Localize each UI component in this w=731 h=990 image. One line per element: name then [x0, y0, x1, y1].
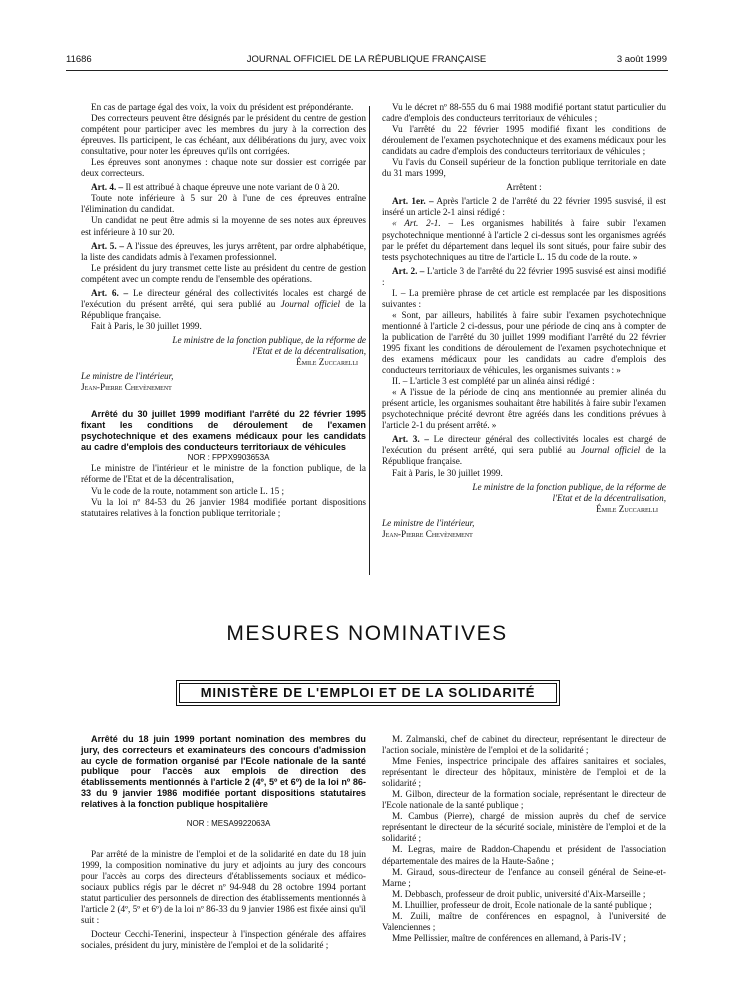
jury-member: Docteur Cecchi-Tenerini, inspecteur à l'inspection générale des affaires sociales, président du jury, ministère de l'emploi et de la solidarité ; [81, 928, 366, 950]
arrete-title: Arrêté du 30 juillet 1999 modifiant l'arrêté du 22 février 1995 fixant les conditions de déroulement de l'examen psychotechnique et des examens médicaux pour les candidats au cadre d'emplois des conducteurs territoriaux de véhicules [81, 409, 366, 452]
signature-role: Le ministre de l'intérieur, [382, 517, 475, 528]
signature-name: Émile Zuccarelli [596, 503, 658, 514]
paragraph: Par arrêté de la ministre de l'emploi et de la solidarité en date du 18 juin 1999, la composition nominative du jury et adjoints au jury des concours pour l'accès au corps des directeurs d'établissements sociaux et médico-sociaux publics régis par le décret nº 94-948 du 28 octobre 1994 portant statut particulier des personnels de direction des établissements mentionnés à l'article 2 (4º, 5º et 6º) de la loi nº 86-33 du 9 janvier 1986 est fixée ainsi qu'il suit : [81, 848, 366, 925]
nor-reference: NOR : MESA9922063A [186, 818, 271, 828]
article-1: Art. 1er. – Après l'article 2 de l'arrêté du 22 février 1995 susvisé, il est inséré un article 2-1 ainsi rédigé : [382, 196, 666, 218]
paragraph: Vu l'avis du Conseil supérieur de la fonction publique territoriale en date du 31 mars 1999, [382, 157, 666, 179]
nor-reference: NOR : FPPX9903653A [187, 453, 270, 463]
journal-title: JOURNAL OFFICIEL DE LA RÉPUBLIQUE FRANÇAISE [246, 54, 487, 65]
paragraph: En cas de partage égal des voix, la voix du président est prépondérante. [91, 102, 354, 112]
article-5: Art. 5. – A l'issue des épreuves, les jurys arrêtent, par ordre alphabétique, la liste des candidats admis à l'examen professionnel. [81, 240, 366, 262]
jury-member: Mme Pellissier, maître de conférences en allemand, à Paris-IV ; [392, 932, 626, 943]
paragraph: Toute note inférieure à 5 sur 20 à l'une de ces épreuves entraîne l'élimination du candidat. [81, 193, 366, 215]
paragraph: Des correcteurs peuvent être désignés par le président du centre de gestion compétent pour participer avec les membres du jury à la correction des épreuves. Ils participent, le cas échéant, aux délibérations du jury, avec voix consultative, pour noter les épreuves qu'ils ont corrigées. [81, 113, 366, 157]
top-left-column [81, 102, 366, 519]
paragraph: Les épreuves sont anonymes : chaque note sur dossier est corrigée par deux correcteurs. [81, 157, 366, 179]
issue-date: 3 août 1999 [616, 54, 667, 65]
paragraph: II. – L'article 3 est complété par un alinéa ainsi rédigé : [392, 376, 595, 387]
signature-name: Émile Zuccarelli [296, 357, 358, 368]
paragraph: Vu l'arrêté du 22 février 1995 modifié fixant les conditions de déroulement de l'examen psychotechnique et des examens médicaux pour les candidats au cadre d'emplois des conducteurs territoriaux de véhicules ; [382, 124, 666, 157]
top-right-column [382, 102, 666, 540]
paragraph: Le président du jury transmet cette liste au président du centre de gestion compétent avec un compte rendu de l'ensemble des opérations. [81, 262, 366, 284]
page-header [66, 54, 667, 68]
article-4: Art. 4. – Il est attribué à chaque épreuve une note variant de 0 à 20. [91, 182, 340, 193]
jury-member: M. Cambus (Pierre), chargé de mission auprès du chef de service représentant le directeur de la sécurité sociale, ministère de l'emploi et de la solidarité ; [382, 811, 666, 844]
signature-name: Jean-Pierre Chevènement [382, 528, 473, 539]
signature-role: Le ministre de la fonction publique, de la réforme de l'Etat et de la décentralisation, [472, 481, 666, 503]
ministry-box [176, 680, 560, 706]
jury-member: M. Debbasch, professeur de droit public, université d'Aix-Marseille ; [392, 888, 646, 899]
jury-member: Mme Fenies, inspectrice principale des affaires sanitaires et sociales, représentant le directeur des hôpitaux, ministère de l'emploi et de la solidarité ; [382, 756, 666, 789]
paragraph: Un candidat ne peut être admis si la moyenne de ses notes aux épreuves est inférieure à 10 sur 20. [81, 215, 366, 237]
quoted-text: « A l'issue de la période de cinq ans mentionnée au premier alinéa du présent article, les organismes souhaitant être habilités à faire subir l'examen psychotechnique précité devront être agréés dans les conditions prévues à l'article 2-1 du présent arrêté. » [382, 387, 666, 431]
paragraph: Vu la loi nº 84-53 du 26 janvier 1984 modifiée portant dispositions statutaires relatives à la fonction publique territoriale ; [81, 496, 366, 518]
signature-role: Le ministre de la fonction publique, de la réforme de l'Etat et de la décentralisation, [172, 334, 366, 356]
quoted-article: « Art. 2-1. – Les organismes habilités à faire subir l'examen psychotechnique mentionné à l'article 2 ci-dessus sont les organismes agréés par le préfet du département dans lequel ils sont situés, pour faire subir des tests psychotechniques au titre de l'article L. 15 du code de la route. » [382, 218, 666, 262]
ministry-title: MINISTÈRE DE L'EMPLOI ET DE LA SOLIDARITÉ [179, 683, 557, 703]
jury-member: M. Zuili, maître de conférences en espagnol, à l'université de Valenciennes ; [382, 910, 666, 932]
fait-a-paris: Fait à Paris, le 30 juillet 1999. [91, 320, 202, 331]
bottom-right-column [382, 734, 666, 944]
header-rule [66, 70, 668, 71]
signature-name: Jean-Pierre Chevènement [81, 382, 172, 393]
article-2: Art. 2. – L'article 3 de l'arrêté du 22 février 1995 susvisé est ainsi modifié : [382, 265, 667, 287]
jury-member: M. Legras, maire de Raddon-Chapendu et président de l'association départementale des maires de la Haute-Saône ; [382, 844, 666, 866]
column-divider [369, 106, 370, 575]
arretent: Arrêtent : [506, 182, 542, 193]
jury-member: M. Giraud, sous-directeur de l'enfance au conseil général de Seine-et-Marne ; [382, 866, 666, 888]
paragraph: Vu le code de la route, notamment son article L. 15 ; [91, 485, 285, 496]
page-number: 11686 [66, 54, 92, 65]
paragraph: Le ministre de l'intérieur et le ministre de la fonction publique, de la réforme de l'Etat et de la décentralisation, [81, 463, 366, 485]
paragraph: Vu le décret nº 88-555 du 6 mai 1988 modifié portant statut particulier du cadre d'emplois des conducteurs territoriaux de véhicules ; [382, 102, 666, 124]
article-3: Art. 3. – Le directeur général des collectivités locales est chargé de l'exécution du présent arrêté, qui sera publié au Journal officiel de la République française. [382, 434, 666, 467]
article-6: Art. 6. – Le directeur général des collectivités locales est chargé de l'exécution du présent arrêté, qui sera publié au Journal officiel de la République française. [81, 287, 367, 320]
arrete-title: Arrêté du 18 juin 1999 portant nomination des membres du jury, des correcteurs et examinateurs des concours d'admission au cycle de formation organisé par l'Ecole nationale de la santé publique pour l'accès aux emplois de direction des établissements mentionnés à l'article 2 (4º, 5º et 6º) de la loi nº 86-33 du 9 janvier 1986 modifiée portant dispositions statutaires relatives à la fonction publique hospitalière [81, 734, 366, 809]
jury-member: M. Gilbon, directeur de la formation sociale, représentant le directeur de l'Ecole nationale de la santé publique ; [382, 789, 666, 811]
bottom-left-column [81, 734, 366, 951]
fait-a-paris: Fait à Paris, le 30 juillet 1999. [392, 467, 503, 478]
quoted-text: « Sont, par ailleurs, habilités à faire subir l'examen psychotechnique mentionné à l'article 2 ci-dessus, pour une période de cinq ans à compter de la publication de l'arrêté du 30 juillet 1999 modifiant l'arrêté du 22 février 1995 fixant les conditions de déroulement de l'examen psychotechnique et des examens médicaux pour les candidats au cadre d'emplois des conducteurs territoriaux de véhicules, les organismes suivants : » [382, 309, 666, 376]
jury-member: M. Lhuillier, professeur de droit, Ecole nationale de la santé publique ; [392, 899, 652, 910]
paragraph: I. – La première phrase de cet article est remplacée par les dispositions suivantes : [382, 287, 666, 309]
section-heading: MESURES NOMINATIVES [226, 622, 508, 645]
jury-member: M. Zalmanski, chef de cabinet du directeur, représentant le directeur de l'action sociale, ministère de l'emploi et de la solidarité ; [382, 734, 666, 756]
signature-role: Le ministre de l'intérieur, [81, 371, 174, 382]
